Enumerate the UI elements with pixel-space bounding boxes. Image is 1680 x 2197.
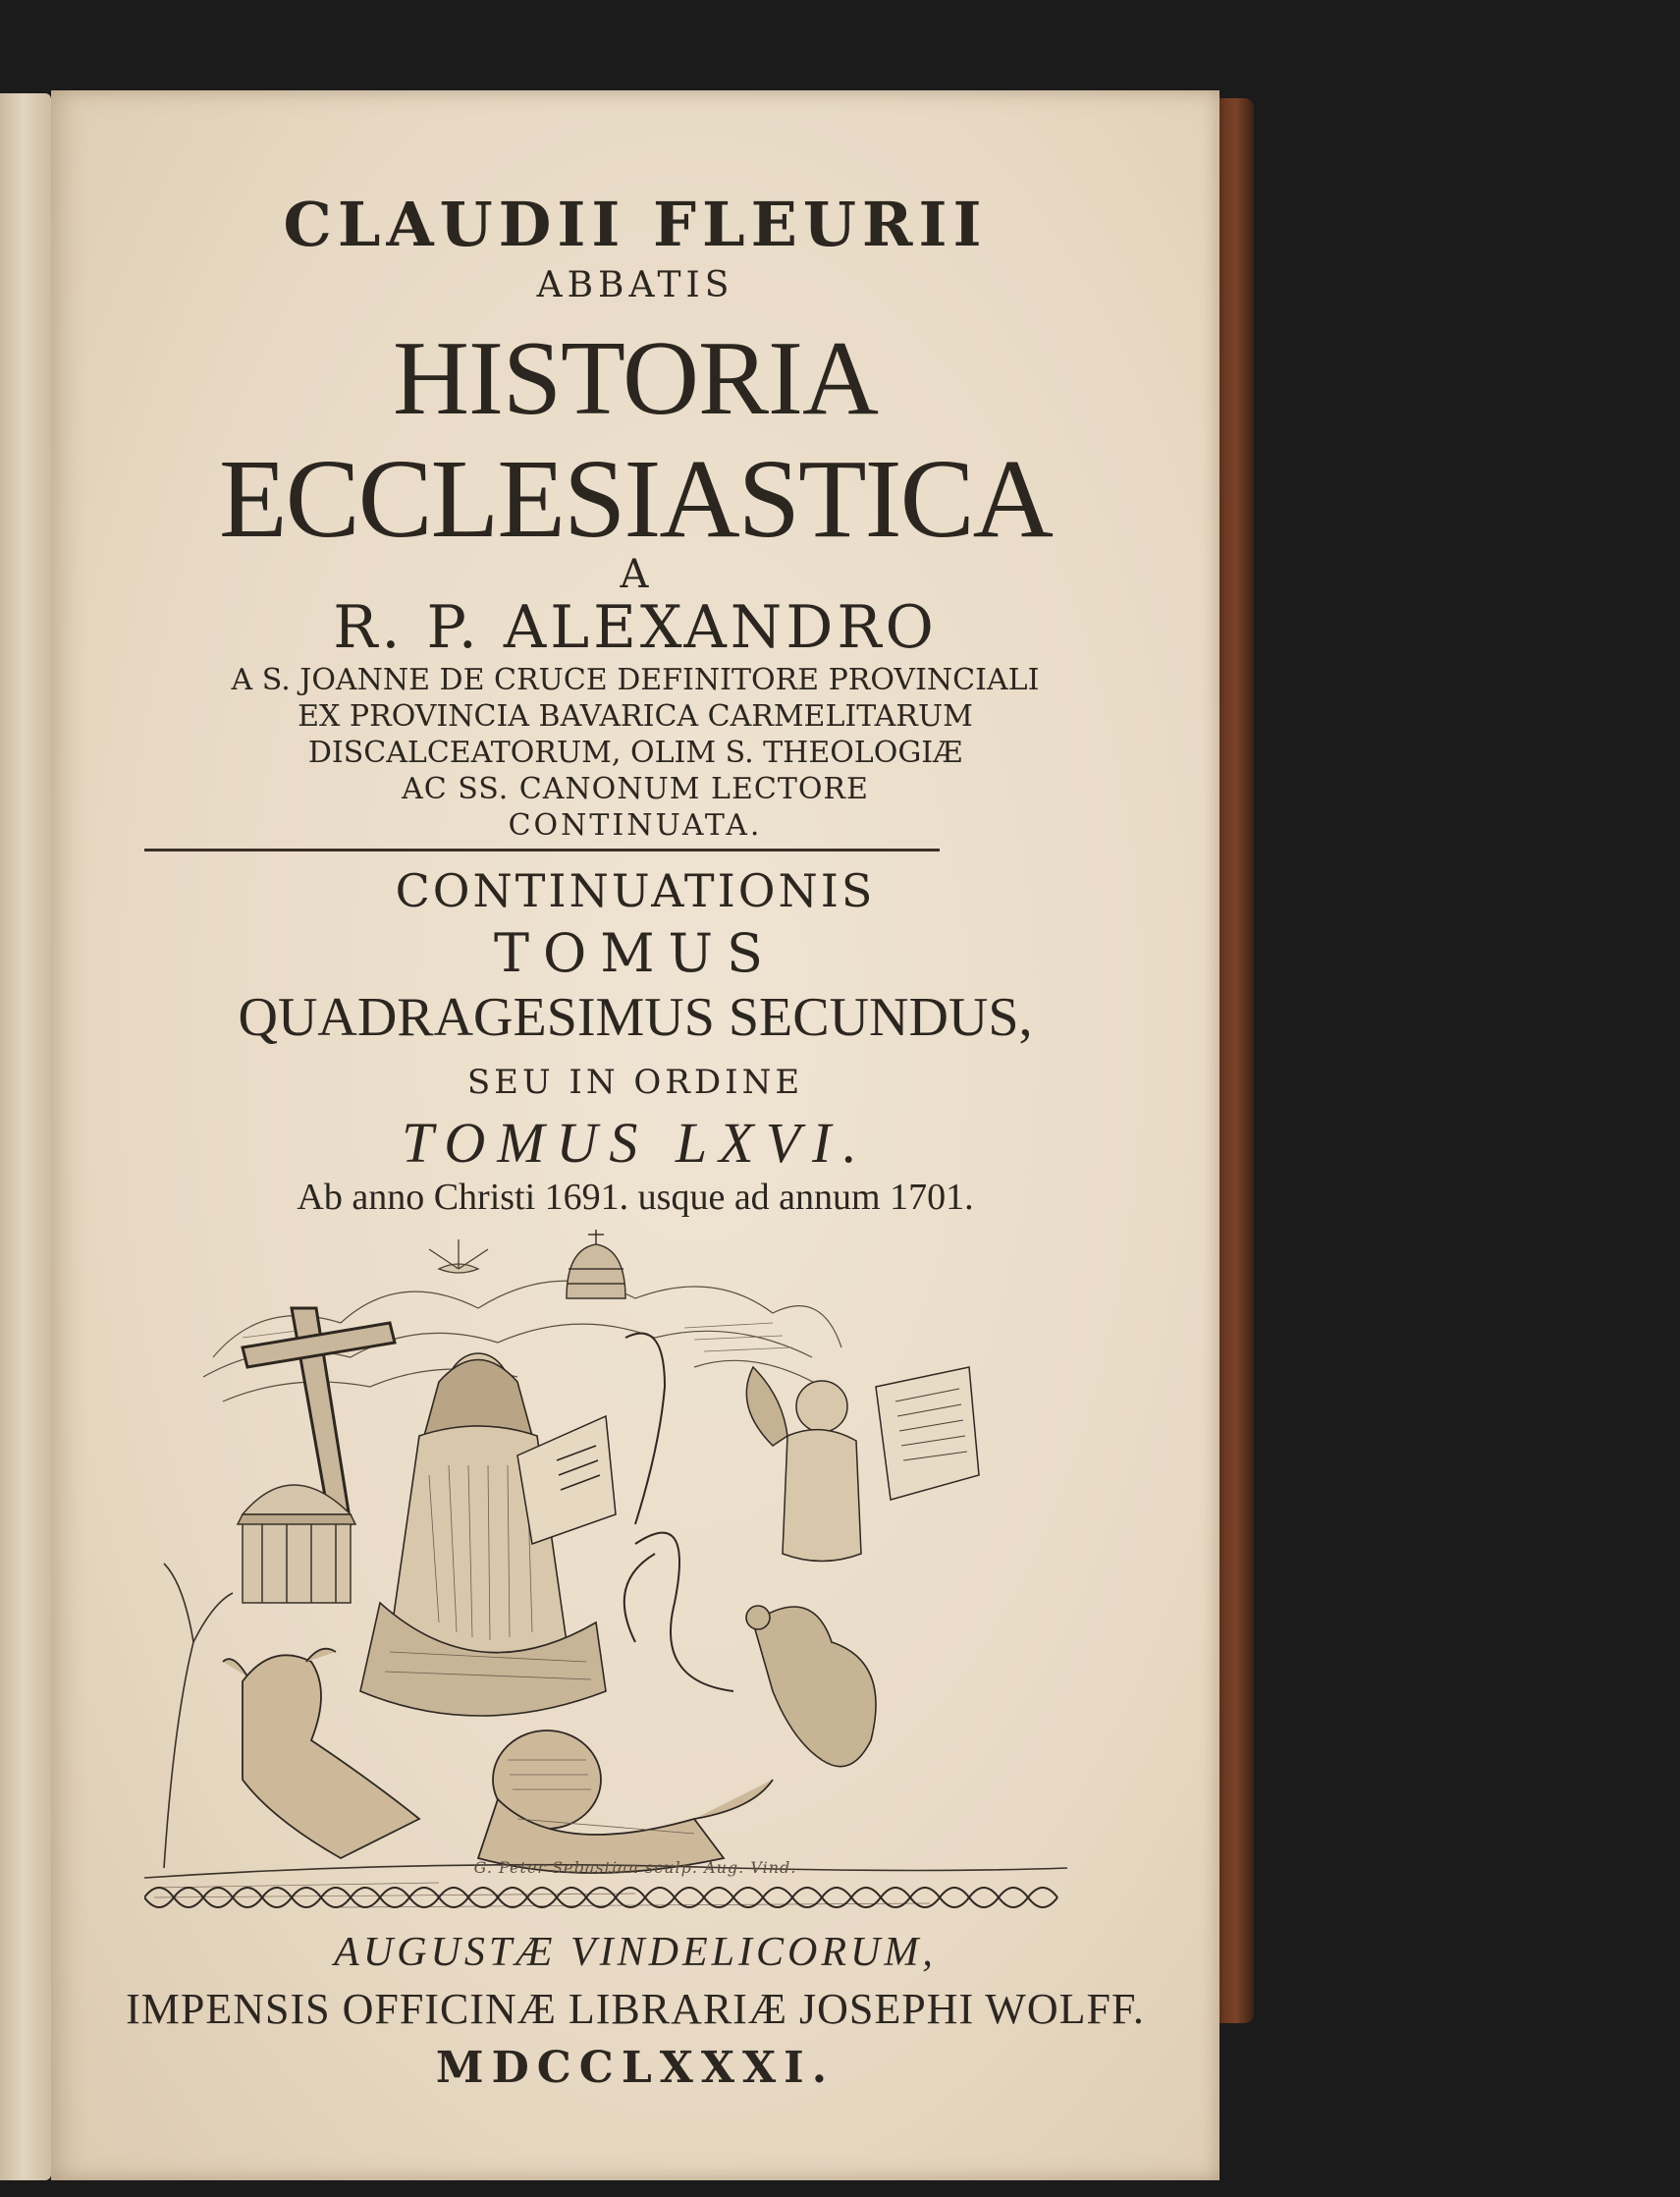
abbatis-line: ABBATIS: [536, 265, 734, 305]
title-line-2: ECCLESIASTICA: [218, 436, 1053, 561]
horizontal-rule: [144, 849, 940, 851]
title-line-1: HISTORIA: [392, 320, 879, 437]
place-line: AUGUSTÆ VINDELICORUM,: [334, 1930, 937, 1975]
title-page: [51, 90, 1219, 2180]
ornamental-border: [144, 1878, 1067, 1917]
year-line: MDCCLXXXI.: [435, 2043, 836, 2093]
volume-number-line: QUADRAGESIMUS SECUNDUS,: [238, 987, 1033, 1048]
continuata-line: CONTINUATA.: [508, 808, 763, 843]
continuationis-line: CONTINUATIONIS: [395, 864, 876, 917]
description-line-3: DISCALCEATORUM, OLIM S. THEOLOGIÆ: [307, 736, 963, 770]
seu-in-ordine-line: SEU IN ORDINE: [466, 1063, 804, 1102]
engraver-signature: G. Peter Sebastian sculp. Aug. Vind.: [473, 1858, 797, 1877]
tomus-lxvi-line: TOMUS LXVI.: [402, 1111, 869, 1175]
facing-page-edge: [0, 93, 51, 2180]
description-line-1: A S. JOANNE DE CRUCE DEFINITORE PROVINCIALI: [231, 663, 1040, 697]
author-line: CLAUDII FLEURII: [283, 189, 988, 260]
allegorical-engraving: [144, 1230, 1067, 1917]
tomus-line: TOMUS: [493, 922, 778, 984]
publisher-line: IMPENSIS OFFICINÆ LIBRARIÆ JOSEPHI WOLFF.: [126, 1985, 1145, 2033]
description-line-4: AC SS. CANONUM LECTORE: [402, 772, 869, 806]
continuator-name: R. P. ALEXANDRO: [333, 593, 938, 662]
a-line: A: [620, 552, 651, 597]
date-range-line: Ab anno Christi 1691. usque ad annum 1701.: [297, 1177, 974, 1218]
description-line-2: EX PROVINCIA BAVARICA CARMELITARUM: [298, 699, 973, 734]
